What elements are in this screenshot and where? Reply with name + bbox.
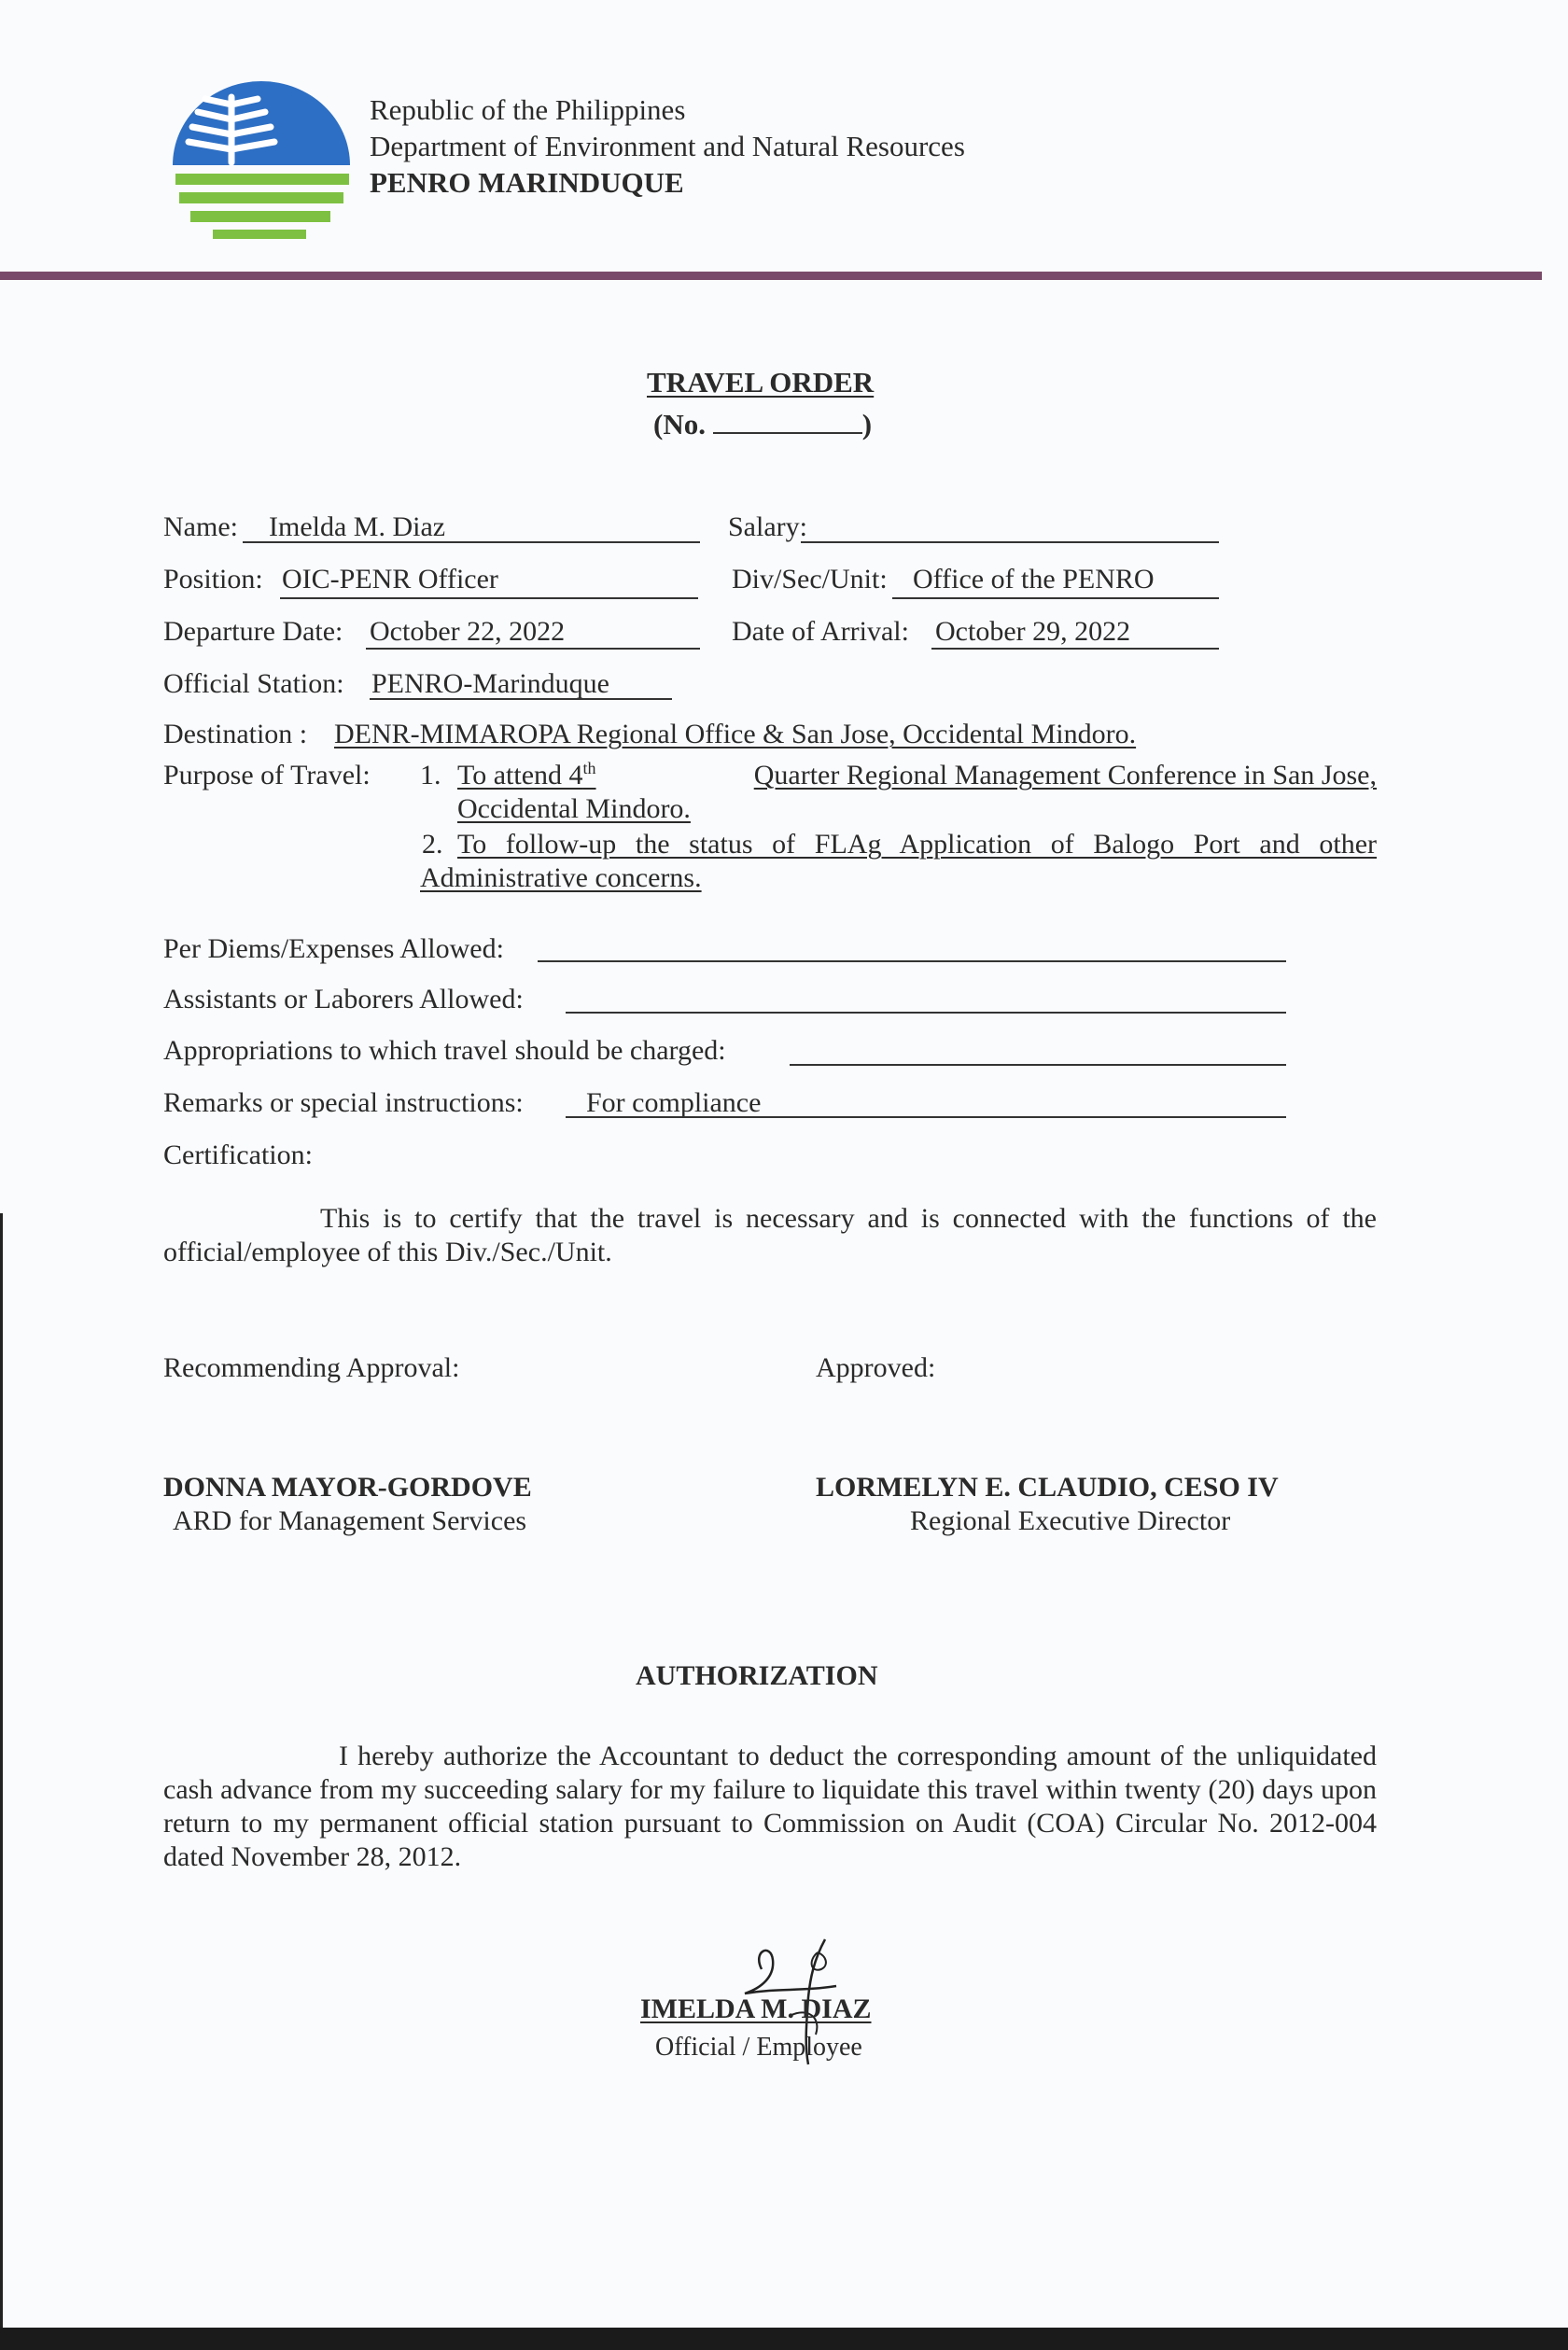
arrival-label: Date of Arrival: — [732, 616, 909, 647]
approved-label: Approved: — [816, 1352, 936, 1383]
remarks-value: For compliance — [586, 1087, 762, 1118]
number-prefix: (No. — [653, 408, 706, 441]
certification-label: Certification: — [163, 1140, 313, 1170]
employee-name: IMELDA M. DIAZ — [640, 1993, 872, 2024]
assistants-line — [566, 1012, 1286, 1014]
page-title: TRAVEL ORDER — [647, 366, 875, 399]
position-label: Position: — [163, 564, 263, 594]
perdiem-line — [538, 960, 1286, 962]
station-line — [370, 698, 672, 700]
divsec-line — [892, 597, 1219, 599]
divsec-value: Office of the PENRO — [913, 564, 1155, 594]
header-republic: Republic of the Philippines — [370, 93, 686, 126]
assistants-label: Assistants or Laborers Allowed: — [163, 984, 524, 1014]
divsec-label: Div/Sec/Unit: — [732, 564, 888, 594]
purpose-2-number: 2. — [422, 829, 443, 860]
recommending-name: DONNA MAYOR-GORDOVE — [163, 1472, 532, 1503]
purpose-1-text-a: To attend 4 — [457, 760, 583, 790]
station-label: Official Station: — [163, 668, 344, 699]
destination-label: Destination : — [163, 719, 308, 749]
position-line — [280, 597, 698, 599]
scan-edge-left — [0, 1213, 3, 2350]
authorization-heading: AUTHORIZATION — [636, 1660, 878, 1691]
position-value: OIC-PENR Officer — [282, 564, 498, 594]
purpose-1-line-1 — [457, 759, 1377, 792]
appropriations-line — [790, 1064, 1286, 1066]
certification-text: This is to certify that the travel is necessary and is connected with the functions of the official/employee of this Div./Sec./Unit. — [163, 1203, 1377, 1267]
name-line — [243, 541, 700, 543]
purpose-1-sup: th — [582, 759, 596, 777]
name-value: Imelda M. Diaz — [269, 511, 446, 542]
recommending-title: ARD for Management Services — [173, 1505, 527, 1536]
perdiem-label: Per Diems/Expenses Allowed: — [163, 933, 504, 964]
approved-name: LORMELYN E. CLAUDIO, CESO IV — [816, 1472, 1279, 1503]
header-office: PENRO MARINDUQUE — [370, 166, 684, 199]
travel-order-number — [653, 408, 872, 441]
purpose-label: Purpose of Travel: — [163, 760, 371, 790]
salary-line — [801, 541, 1219, 543]
scan-edge-bottom — [0, 2328, 1568, 2350]
departure-line — [366, 648, 700, 650]
name-label: Name: — [163, 511, 238, 542]
departure-label: Departure Date: — [163, 616, 343, 647]
purpose-2-text-a: To follow-up the status of FLAg Application of Balogo Port and other — [457, 829, 1377, 860]
employee-title: Official / Employee — [655, 2033, 862, 2062]
header-rule — [0, 272, 1542, 280]
recommending-label: Recommending Approval: — [163, 1352, 460, 1383]
salary-label: Salary: — [728, 511, 807, 542]
remarks-line — [566, 1116, 1286, 1118]
remarks-label: Remarks or special instructions: — [163, 1087, 524, 1118]
purpose-1-line-2: Occidental Mindoro. — [457, 793, 691, 824]
denr-logo — [168, 77, 355, 254]
header-department: Department of Environment and Natural Resources — [370, 130, 965, 162]
destination-value: DENR-MIMAROPA Regional Office & San Jose, Occidental Mindoro. — [334, 719, 1137, 749]
arrival-value: October 29, 2022 — [935, 616, 1131, 647]
appropriations-label: Appropriations to which travel should be charged: — [163, 1035, 726, 1066]
station-value: PENRO-Marinduque — [371, 668, 609, 699]
purpose-1-text-b: Quarter Regional Management Conference in San Jose, — [753, 760, 1377, 790]
approved-title: Regional Executive Director — [910, 1505, 1231, 1536]
authorization-text: I hereby authorize the Accountant to deduct the corresponding amount of the unliquidated cash advance from my succeeding salary for my failure to liquidate this travel within twenty (20) days upon return to my permanent official station pursuant to Commission on Audit (COA) Circular No. 2012-004 dated November 28, 2012. — [163, 1741, 1377, 1872]
arrival-line — [931, 648, 1219, 650]
departure-value: October 22, 2022 — [370, 616, 566, 647]
purpose-2-line-2: Administrative concerns. — [420, 862, 702, 893]
purpose-2-line-1 — [457, 828, 1377, 861]
number-blank — [713, 412, 862, 434]
purpose-1-number: 1. — [420, 760, 441, 790]
number-suffix: ) — [861, 408, 873, 441]
